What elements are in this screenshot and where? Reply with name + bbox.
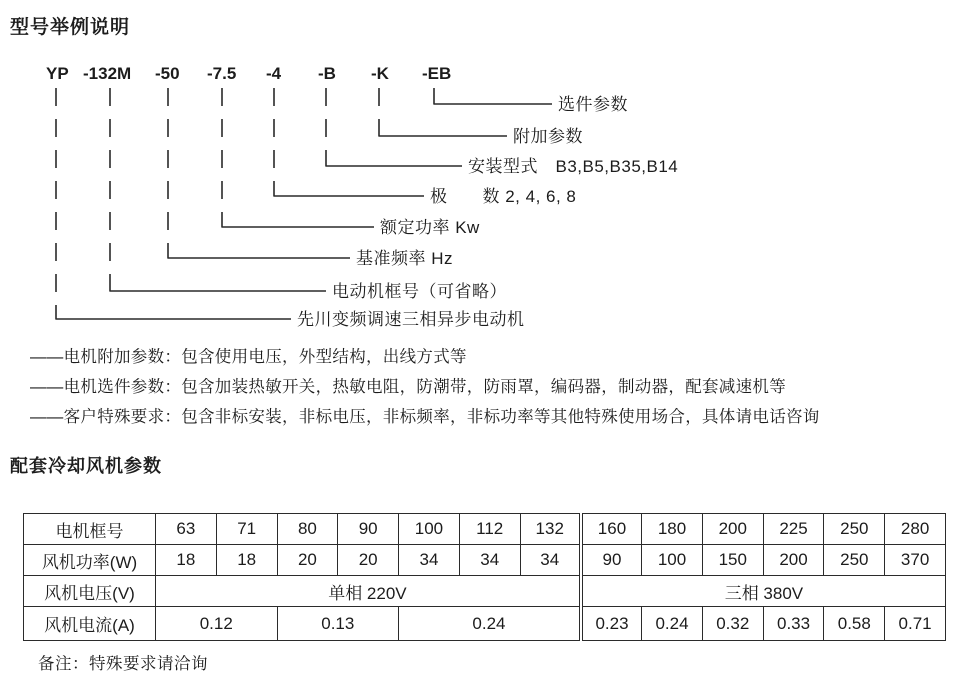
connector-line [274, 186, 424, 196]
power-cell: 34 [520, 545, 581, 576]
table-row-power [24, 545, 946, 576]
frame-cell: 250 [824, 514, 885, 545]
connector-line [379, 126, 507, 136]
note-line-additional-params: ——电机附加参数：包含使用电压，外型结构，出线方式等 [30, 348, 467, 366]
current-cell: 0.71 [885, 607, 946, 641]
diagram-label-4: 额定功率 Kw [380, 218, 480, 237]
connector-line [326, 156, 462, 166]
note-line-option-params: ——电机选件参数：包含加装热敏开关，热敏电阻，防潮带，防雨罩，编码器，制动器，配套减速机等 [30, 378, 786, 396]
diagram-label-1: 先川变频调速三相异步电动机 [297, 310, 525, 329]
power-cell: 200 [763, 545, 824, 576]
row-label: 电机框号 [24, 514, 156, 545]
table-row-current [24, 607, 946, 641]
power-cell: 34 [459, 545, 520, 576]
frame-cell: 132 [520, 514, 581, 545]
diagram-label-2: 电动机框号（可省略） [332, 282, 507, 301]
connector-line [168, 248, 350, 258]
power-cell: 100 [642, 545, 703, 576]
frame-cell: 180 [642, 514, 703, 545]
frame-cell: 63 [156, 514, 217, 545]
frame-cell: 90 [338, 514, 399, 545]
frame-cell: 160 [581, 514, 642, 545]
table-body [24, 514, 946, 641]
voltage-cell: 三相 380V [581, 576, 946, 607]
connector-line [222, 217, 374, 227]
model-code-5: -4 [266, 64, 282, 83]
current-cell: 0.33 [763, 607, 824, 641]
frame-cell: 280 [885, 514, 946, 545]
current-cell: 0.32 [702, 607, 763, 641]
power-cell: 250 [824, 545, 885, 576]
power-cell: 34 [399, 545, 460, 576]
diagram-label-8: 选件参数 [558, 95, 628, 114]
table-row-voltage [24, 576, 946, 607]
diagram-label-7: 附加参数 [513, 127, 583, 146]
page-title: 型号举例说明 [10, 17, 131, 38]
current-cell: 0.24 [642, 607, 703, 641]
frame-cell: 200 [702, 514, 763, 545]
current-cell: 0.12 [156, 607, 278, 641]
diagram-label-5: 极 数 2, 4, 6, 8 [430, 187, 577, 206]
current-cell: 0.13 [277, 607, 399, 641]
model-code-7: -K [371, 64, 389, 83]
frame-cell: 112 [459, 514, 520, 545]
power-cell: 18 [216, 545, 277, 576]
footnote: 备注：特殊要求请洽询 [38, 655, 208, 673]
current-cell: 0.58 [824, 607, 885, 641]
frame-cell: 100 [399, 514, 460, 545]
row-label: 风机电流(A) [24, 607, 156, 641]
voltage-cell: 单相 220V [156, 576, 581, 607]
power-cell: 20 [338, 545, 399, 576]
power-cell: 370 [885, 545, 946, 576]
frame-cell: 71 [216, 514, 277, 545]
connector-line [434, 94, 552, 104]
diagram-label-3: 基准频率 Hz [356, 249, 453, 268]
model-number-diagram [0, 0, 969, 340]
model-code-2: -132M [83, 64, 132, 83]
row-label: 风机电压(V) [24, 576, 156, 607]
frame-cell: 225 [763, 514, 824, 545]
fan-params-table [23, 513, 946, 641]
connector-line [110, 281, 326, 291]
power-cell: 20 [277, 545, 338, 576]
power-cell: 90 [581, 545, 642, 576]
row-label: 风机功率(W) [24, 545, 156, 576]
connector-line [56, 309, 291, 319]
note-line-special-request: ——客户特殊要求：包含非标安装，非标电压，非标频率，非标功率等其他特殊使用场合，具体请电话咨询 [30, 408, 820, 426]
model-code-8: -EB [422, 64, 452, 83]
section-title-fan-params: 配套冷却风机参数 [10, 456, 162, 476]
current-cell: 0.23 [581, 607, 642, 641]
model-code-6: -B [318, 64, 336, 83]
diagram-label-6: 安装型式 B3,B5,B35,B14 [468, 157, 679, 176]
current-cell: 0.24 [399, 607, 581, 641]
power-cell: 18 [156, 545, 217, 576]
frame-cell: 80 [277, 514, 338, 545]
model-code-4: -7.5 [207, 64, 237, 83]
table-row-frame [24, 514, 946, 545]
model-code-1: YP [46, 64, 69, 83]
model-code-3: -50 [155, 64, 180, 83]
power-cell: 150 [702, 545, 763, 576]
